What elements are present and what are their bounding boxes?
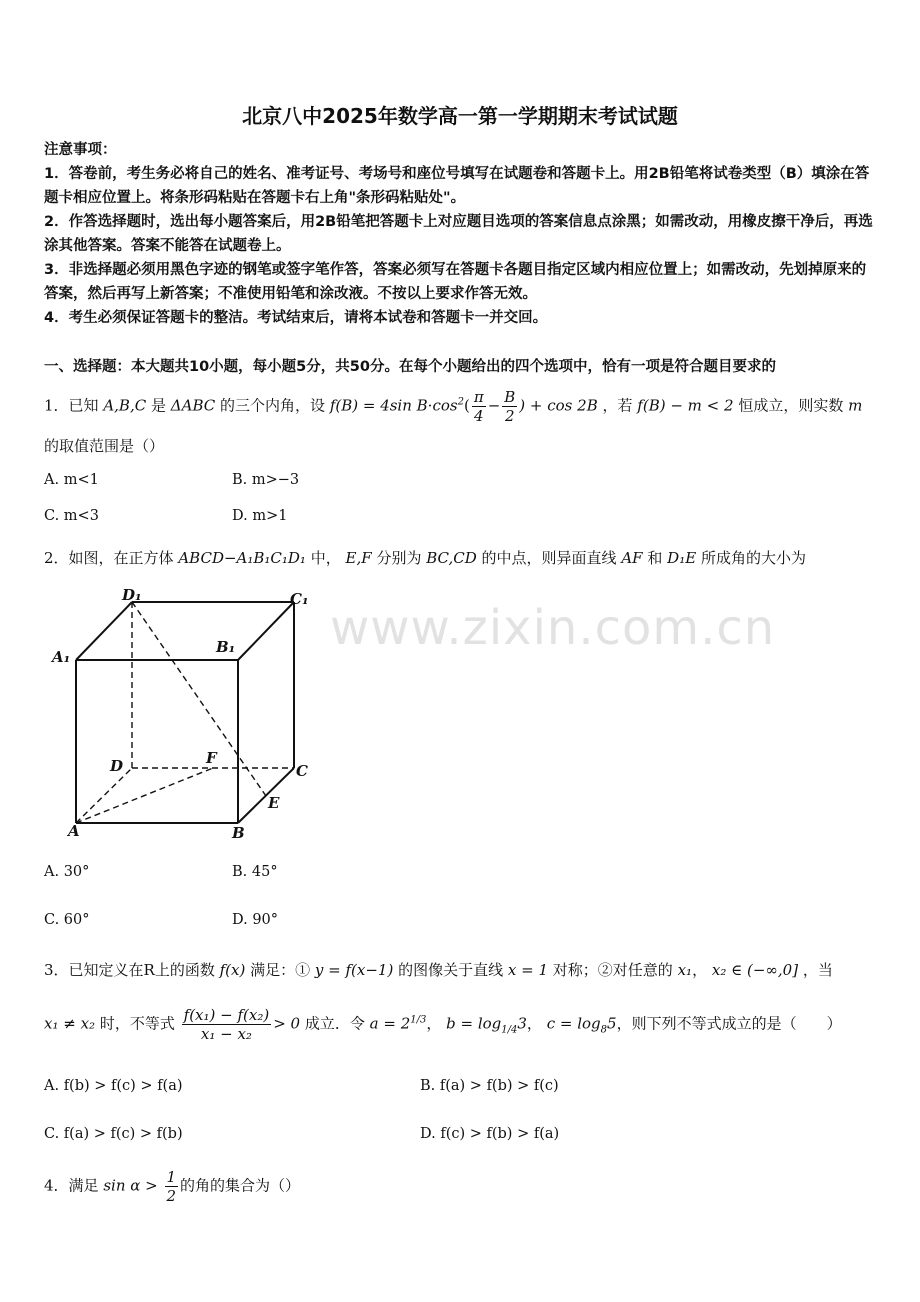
notice-item-3: 3．非选择题必须用黑色字迹的钢笔或签字笔作答，答案必须写在答题卡各题目指定区域内相应位置上；如需改动，先划掉原来的答案，然后再写上新答案；不准使用铅笔和涂改液。不按以上要求作答无效。 — [44, 262, 867, 302]
q3-fraction — [182, 1006, 272, 1043]
q3-math-b-base: 1/4 — [501, 1024, 518, 1036]
q3-text: ，当 — [802, 961, 833, 979]
q3-text: 对称；②对任意的 — [552, 961, 673, 979]
q3-option-b[interactable]: B. f(a) > f(b) > f(c) — [420, 1078, 559, 1094]
numerator: 1 — [166, 1168, 177, 1186]
line-af — [76, 768, 213, 823]
edge-a1d1 — [76, 602, 132, 660]
q3-comma: ， — [692, 961, 708, 979]
q1-math-condition: f(B) − m < 2 — [637, 396, 734, 415]
question-2 — [44, 546, 884, 570]
q1-option-b[interactable]: B. m>−3 — [232, 472, 300, 488]
cube-figure — [40, 580, 340, 850]
question-3-line2: x₁ ≠ x₂ 时，不等式 $\frac{\text{f(x₁) − f(x₂)}}{\text{x₁ − x₂}}$ > 0 成立．令 $a = 2^{1/3}$， $b = \log_{1/4}3$， $c = \log_85$，则下列不等式成立的是（ ） — [44, 1006, 842, 1043]
q4-text: 的角的集合为（） — [180, 1176, 301, 1195]
q3-math-x1: x = 1 — [507, 961, 549, 979]
q3-math-xb: x₂ ∈ (−∞,0] — [711, 961, 799, 979]
notice-item-2: 2．作答选择题时，选出每小题答案后，用2B铅笔把答题卡上对应题目选项的答案信息点涂黑；如需改动，用橡皮擦干净后，再选涂其他答案。答案不能答在试题卷上。 — [44, 214, 873, 254]
q3-math-b-arg: 3 — [517, 1014, 527, 1033]
q3-math-a: a = 2 — [369, 1014, 411, 1033]
question-3 — [44, 958, 884, 982]
label-d1: D₁ — [122, 586, 142, 604]
q1-text: ，若 — [602, 396, 633, 415]
label-f: F — [206, 749, 217, 767]
label-e: E — [268, 794, 280, 812]
q1-math-abc: A,B,C — [103, 396, 147, 415]
q1-math-triangle: ΔABC — [170, 396, 216, 415]
q1-option-d[interactable]: D. m>1 — [232, 508, 288, 524]
q1-text: 的三个内角，设 — [220, 396, 326, 415]
q3-text: 时，不等式 — [99, 1014, 175, 1033]
q3-option-d[interactable]: D. f(c) > f(b) > f(a) — [420, 1126, 560, 1142]
q3-math-c: c = log — [546, 1014, 601, 1033]
q3-math-a-exponent: 1/3 — [410, 1014, 427, 1026]
label-c: C — [296, 762, 308, 780]
q3-math-eq1: y = f(x−1) — [314, 961, 394, 979]
q3-math-c-base: 8 — [600, 1024, 608, 1036]
denominator: 2 — [505, 407, 515, 425]
numerator: f(x₁) − f(x₂) — [183, 1006, 270, 1024]
q2-text: 分别为 — [376, 549, 422, 567]
q3-text: 3．已知定义在R上的函数 — [44, 961, 215, 979]
q2-text: 所成角的大小为 — [700, 549, 806, 567]
q1-frac-b-2 — [502, 388, 517, 425]
q3-math-gt0: > 0 — [273, 1014, 301, 1033]
q3-math-neq: x₁ ≠ x₂ — [44, 1014, 96, 1033]
page-title: 北京八中2025年数学高一第一学期期末考试试题 — [242, 104, 678, 128]
q1-math-cos2b: ) + cos 2B — [519, 396, 598, 415]
denominator: x₁ − x₂ — [200, 1025, 252, 1043]
notice-item-1: 1．答卷前，考生务必将自己的姓名、准考证号、考场号和座位号填写在试题卷和答题卡上。用2B铅笔将试卷类型（B）填涂在答题卡相应位置上。将条形码粘贴在答题卡右上角"条形码粘贴处"。 — [44, 166, 870, 206]
q4-math-sin: sin α > — [103, 1176, 158, 1195]
q1-minus: − — [487, 396, 501, 415]
q2-option-d[interactable]: D. 90° — [232, 912, 279, 928]
q2-math-cube: ABCD−A₁B₁C₁D₁ — [178, 549, 306, 567]
label-a1: A₁ — [52, 648, 71, 666]
q1-option-a[interactable]: A. m<1 — [44, 472, 99, 488]
watermark: www.zixin.com.cn — [330, 600, 776, 656]
label-a: A — [68, 822, 80, 840]
q1-paren: ( — [463, 396, 470, 415]
question-4 — [44, 1168, 884, 1205]
q1-text: 1．已知 — [44, 396, 99, 415]
q3-text: 成立．令 — [304, 1014, 365, 1033]
notice-heading: 注意事项： — [44, 142, 117, 158]
q3-option-a[interactable]: A. f(b) > f(c) > f(a) — [44, 1078, 183, 1094]
q3-math-fx: f(x) — [219, 961, 246, 979]
q2-math-bccd: BC,CD — [426, 549, 477, 567]
label-b1: B₁ — [216, 638, 236, 656]
numerator: B — [504, 388, 516, 406]
q2-option-b[interactable]: B. 45° — [232, 864, 278, 880]
q2-math-ef: E,F — [345, 549, 372, 567]
q3-math-b: b = log — [446, 1014, 502, 1033]
q2-option-c[interactable]: C. 60° — [44, 912, 90, 928]
numerator: π — [473, 388, 484, 406]
q4-frac-half — [165, 1168, 179, 1205]
q2-text: 2．如图，在正方体 — [44, 549, 174, 567]
q3-math-c-arg: 5 — [607, 1014, 617, 1033]
question-1-line2: 的取值范围是（） — [44, 437, 165, 455]
q3-text: 满足：① — [250, 961, 311, 979]
q3-text: 的图像关于直线 — [398, 961, 504, 979]
q2-math-af: AF — [621, 549, 643, 567]
q2-math-d1e: D₁E — [667, 549, 697, 567]
q1-frac-pi-4 — [472, 388, 486, 425]
q1-text: 是 — [150, 396, 166, 415]
q1-math-square: 2 — [457, 396, 464, 408]
section-heading: 一、选择题：本大题共10小题，每小题5分，共50分。在每个小题给出的四个选项中，恰有一项是符合题目要求的 — [44, 359, 776, 375]
q2-text: 中， — [310, 549, 341, 567]
q4-text: 4．满足 — [44, 1176, 99, 1195]
question-1 — [44, 388, 884, 425]
denominator: 2 — [166, 1187, 177, 1205]
q1-math-fb: f(B) = 4sin B·cos — [329, 396, 458, 415]
q1-math-m: m — [848, 396, 863, 415]
q2-text: 的中点，则异面直线 — [481, 549, 617, 567]
denominator: 4 — [473, 407, 484, 425]
q1-option-c[interactable]: C. m<3 — [44, 508, 99, 524]
line-d1e — [132, 602, 266, 796]
q3-option-c[interactable]: C. f(a) > f(c) > f(b) — [44, 1126, 183, 1142]
edge-ad-hidden — [76, 768, 132, 823]
label-d: D — [110, 757, 124, 775]
label-b: B — [232, 824, 245, 842]
notice-item-4: 4．考生必须保证答题卡的整洁。考试结束后，请将本试卷和答题卡一并交回。 — [44, 310, 548, 326]
q1-text: 恒成立，则实数 — [738, 396, 844, 415]
q2-option-a[interactable]: A. 30° — [44, 864, 90, 880]
q3-text: ，则下列不等式成立的是（ ） — [616, 1014, 842, 1033]
q2-text: 和 — [647, 549, 663, 567]
label-c1: C₁ — [290, 590, 309, 608]
edge-b1c1 — [238, 602, 294, 660]
q3-math-xa: x₁ — [677, 961, 693, 979]
